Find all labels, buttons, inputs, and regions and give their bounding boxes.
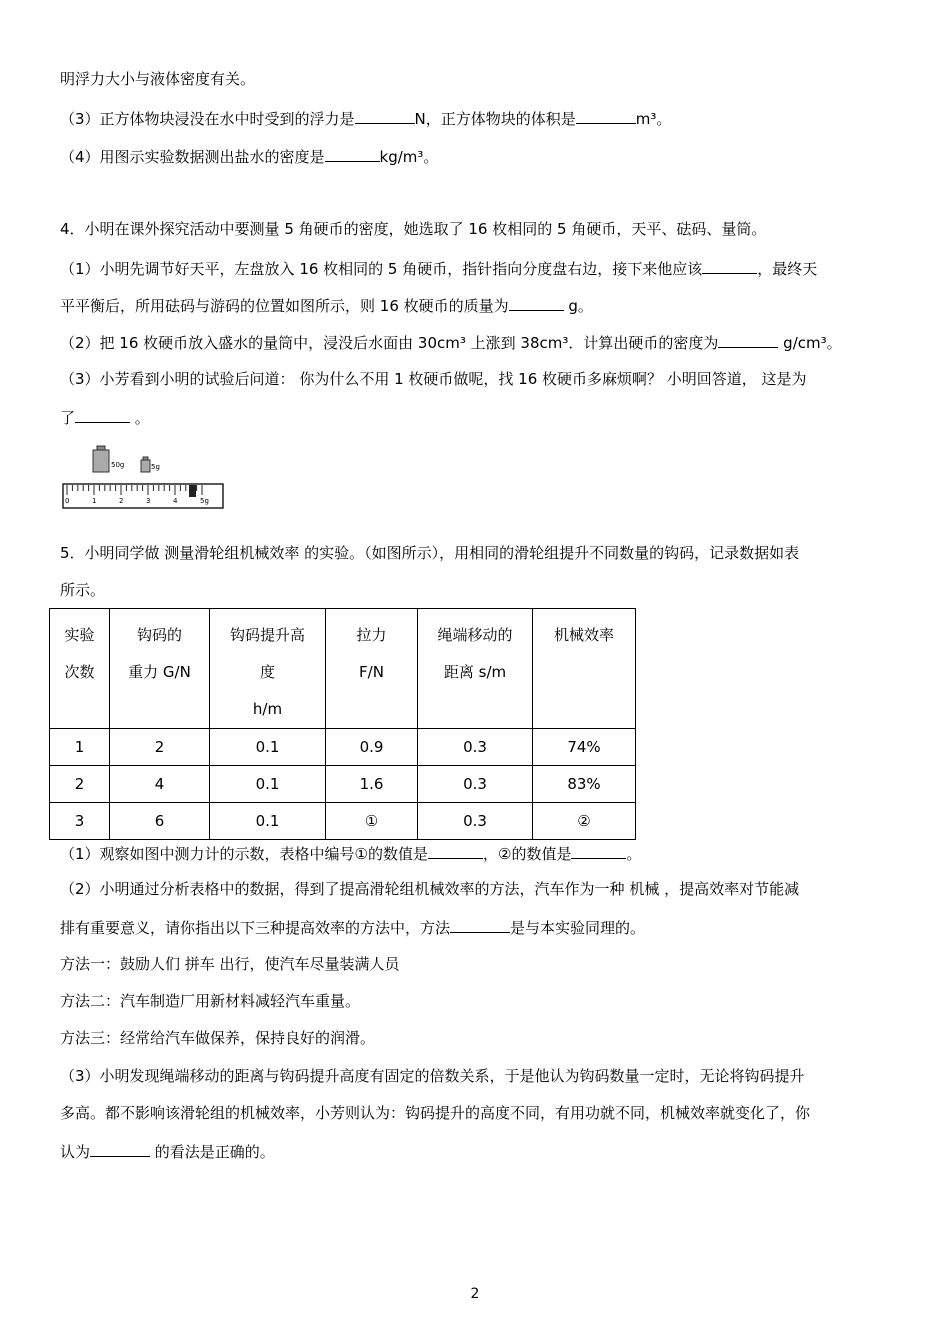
table-cell: 0.3 [418, 729, 533, 766]
table-cell: 2 [110, 729, 210, 766]
table-cell: 0.9 [326, 729, 418, 766]
answer-blank[interactable] [718, 331, 778, 348]
answer-blank[interactable] [90, 1140, 150, 1157]
table-cell: 0.1 [210, 766, 326, 803]
scale-label: 4 [173, 497, 178, 505]
answer-blank[interactable] [428, 842, 483, 859]
table-row [50, 729, 636, 766]
answer-blank[interactable] [75, 406, 130, 423]
header-cell: 实验 次数 [50, 609, 110, 729]
question-4-3-cont: 了 。 [60, 406, 150, 428]
question-5-1: （1）观察如图中测力计的示数，表格中编号①的数值是 ，②的数值是 。 [60, 842, 641, 864]
table-cell: 4 [110, 766, 210, 803]
weight-50g-icon [93, 446, 109, 472]
table-cell: ② [533, 803, 636, 840]
question-5-stem-cont: 所示。 [60, 581, 106, 599]
weight-5g-icon [141, 457, 150, 472]
text-line: 明浮力大小与液体密度有关。 [60, 70, 256, 88]
table-row [50, 766, 636, 803]
answer-blank[interactable] [450, 916, 510, 933]
table-cell: 1.6 [326, 766, 418, 803]
table-cell: 0.3 [418, 766, 533, 803]
table-cell: 0.1 [210, 729, 326, 766]
experiment-table [49, 608, 636, 840]
header-cell: 钩码提升高 度 h/m [210, 609, 326, 729]
question-4-2: （2）把 16 枚硬币放入盛水的量筒中，浸没后水面由 30cm³ 上涨到 38cm³．计算出硬币的密度为 g/cm³。 [60, 331, 842, 353]
method-3: 方法三：经常给汽车做保养，保持良好的润滑。 [60, 1029, 376, 1047]
table-cell: 0.3 [418, 803, 533, 840]
header-cell: 机械效率 [533, 609, 636, 729]
scale-label: 3 [146, 497, 151, 505]
weight-50g-label: 50g [111, 461, 125, 469]
header-cell: 拉力 F/N [326, 609, 418, 729]
question-5-stem: 5．小明同学做 测量滑轮组机械效率 的实验。（如图所示），用相同的滑轮组提升不同数量的钩码，记录数据如表 [60, 544, 800, 562]
table-cell: 3 [50, 803, 110, 840]
question-5-3: （3）小明发现绳端移动的距离与钩码提升高度有固定的倍数关系，于是他认为钩码数量一定时，无论将钩码提升 [60, 1067, 805, 1085]
table-cell: 74% [533, 729, 636, 766]
page-number: 2 [470, 1286, 480, 1302]
table-header-row [50, 609, 636, 729]
answer-blank[interactable] [702, 257, 757, 274]
scale-label: 1 [92, 497, 97, 505]
table-cell: 83% [533, 766, 636, 803]
question-5-2-cont: 排有重要意义，请你指出以下三种提高效率的方法中，方法 是与本实验同理的。 [60, 916, 645, 938]
scale-label: 2 [119, 497, 124, 505]
question-3-4: （4）用图示实验数据测出盐水的密度是 kg/m³。 [60, 145, 438, 167]
method-2: 方法二：汽车制造厂用新材料减轻汽车重量。 [60, 992, 361, 1010]
rider-marker [189, 485, 196, 497]
table-cell: 1 [50, 729, 110, 766]
method-1: 方法一：鼓励人们 拼车 出行，使汽车尽量装满人员 [60, 955, 400, 973]
balance-weights-figure [60, 440, 230, 514]
question-4-1: （1）小明先调节好天平，左盘放入 16 枚相同的 5 角硬币，指针指向分度盘右边，接下来他应该 ，最终天 [60, 257, 817, 279]
answer-blank[interactable] [355, 107, 415, 124]
scale-label: 5g [200, 497, 209, 505]
table-row [50, 803, 636, 840]
table-cell: 0.1 [210, 803, 326, 840]
question-5-3-cont2: 认为 的看法是正确的。 [60, 1140, 275, 1162]
header-cell: 绳端移动的 距离 s/m [418, 609, 533, 729]
answer-blank[interactable] [571, 842, 626, 859]
scale-label: 0 [65, 497, 70, 505]
question-5-3-cont: 多高。都不影响该滑轮组的机械效率，小芳则认为：钩码提升的高度不同，有用功就不同，机械效率就变化了，你 [60, 1104, 811, 1122]
weight-5g-label: 5g [151, 463, 160, 471]
table-cell: 2 [50, 766, 110, 803]
question-4-3: （3）小芳看到小明的试验后问道： 你为什么不用 1 枚硬币做呢，找 16 枚硬币多麻烦啊？ 小明回答道， 这是为 [60, 370, 807, 388]
question-5-2: （2）小明通过分析表格中的数据，得到了提高滑轮组机械效率的方法，汽车作为一种 机械 ，提高效率对节能减 [60, 880, 800, 898]
question-4-stem: 4．小明在课外探究活动中要测量 5 角硬币的密度，她选取了 16 枚相同的 5 角硬币，天平、砝码、量筒。 [60, 220, 767, 238]
question-4-1-cont: 平平衡后，所用砝码与游码的位置如图所示，则 16 枚硬币的质量为 g。 [60, 294, 593, 316]
answer-blank[interactable] [576, 107, 636, 124]
answer-blank[interactable] [325, 145, 380, 162]
table-cell: 6 [110, 803, 210, 840]
table-cell: ① [326, 803, 418, 840]
header-cell: 钩码的 重力 G/N [110, 609, 210, 729]
question-3-3: （3）正方体物块浸没在水中时受到的浮力是 N，正方体物块的体积是 m³。 [60, 107, 671, 129]
answer-blank[interactable] [509, 294, 564, 311]
